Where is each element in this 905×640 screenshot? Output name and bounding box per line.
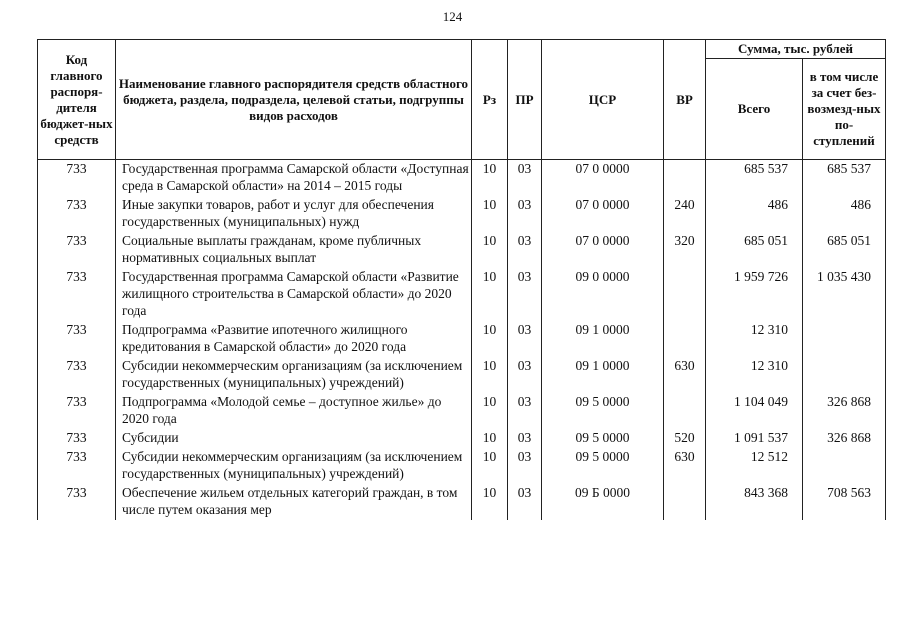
- header-rz: Рз: [472, 40, 508, 160]
- cell-code: 733: [38, 321, 116, 357]
- cell-name: Государственная программа Самарской области «Развитие жилищного строительства в Самарской области» до 2020 года: [116, 268, 472, 321]
- cell-free: 685 051: [803, 232, 886, 268]
- table-row: [38, 357, 886, 393]
- cell-name: Государственная программа Самарской области «Доступная среда в Самарской области» на 2014 – 2015 годы: [116, 160, 472, 197]
- table-row: [38, 196, 886, 232]
- cell-free: 1 035 430: [803, 268, 886, 321]
- table-row: [38, 160, 886, 197]
- cell-total: 486: [706, 196, 803, 232]
- cell-vr: [664, 160, 706, 197]
- table-row: [38, 484, 886, 520]
- cell-code: 733: [38, 429, 116, 448]
- budget-table: [37, 39, 886, 520]
- cell-total: 12 512: [706, 448, 803, 484]
- cell-total: 12 310: [706, 357, 803, 393]
- header-vr: ВР: [664, 40, 706, 160]
- cell-rz: 10: [472, 268, 508, 321]
- cell-pr: 03: [508, 232, 542, 268]
- cell-total: 1 091 537: [706, 429, 803, 448]
- cell-pr: 03: [508, 357, 542, 393]
- header-free: в том числе за счет без-возмезд-ных по-ступлений: [803, 59, 886, 160]
- cell-free: 708 563: [803, 484, 886, 520]
- cell-rz: 10: [472, 321, 508, 357]
- cell-csr: 07 0 0000: [542, 196, 664, 232]
- cell-pr: 03: [508, 196, 542, 232]
- header-csr: ЦСР: [542, 40, 664, 160]
- cell-total: 843 368: [706, 484, 803, 520]
- cell-total: 1 959 726: [706, 268, 803, 321]
- header-sum-group: Сумма, тыс. рублей: [706, 40, 886, 59]
- header-total: Всего: [706, 59, 803, 160]
- table-body: [38, 160, 886, 521]
- cell-free: 326 868: [803, 429, 886, 448]
- cell-name: Субсидии некоммерческим организациям (за исключением государственных (муниципальных) учреждений): [116, 448, 472, 484]
- cell-pr: 03: [508, 448, 542, 484]
- table-row: [38, 321, 886, 357]
- cell-pr: 03: [508, 393, 542, 429]
- cell-free: 326 868: [803, 393, 886, 429]
- cell-code: 733: [38, 393, 116, 429]
- cell-pr: 03: [508, 429, 542, 448]
- cell-name: Субсидии: [116, 429, 472, 448]
- cell-name: Субсидии некоммерческим организациям (за исключением государственных (муниципальных) учреждений): [116, 357, 472, 393]
- cell-rz: 10: [472, 448, 508, 484]
- cell-code: 733: [38, 160, 116, 197]
- cell-csr: 09 1 0000: [542, 357, 664, 393]
- table-row: [38, 448, 886, 484]
- cell-name: Обеспечение жильем отдельных категорий граждан, в том числе путем оказания мер: [116, 484, 472, 520]
- cell-csr: 09 5 0000: [542, 448, 664, 484]
- table-row: [38, 268, 886, 321]
- cell-rz: 10: [472, 429, 508, 448]
- cell-name: Социальные выплаты гражданам, кроме публичных нормативных социальных выплат: [116, 232, 472, 268]
- cell-csr: 09 5 0000: [542, 429, 664, 448]
- cell-total: 685 051: [706, 232, 803, 268]
- cell-pr: 03: [508, 321, 542, 357]
- cell-code: 733: [38, 232, 116, 268]
- cell-rz: 10: [472, 484, 508, 520]
- table-row: [38, 232, 886, 268]
- table-header: [38, 40, 886, 160]
- table-row: [38, 393, 886, 429]
- cell-free: [803, 448, 886, 484]
- table-row: [38, 429, 886, 448]
- cell-code: 733: [38, 448, 116, 484]
- header-pr: ПР: [508, 40, 542, 160]
- cell-csr: 07 0 0000: [542, 232, 664, 268]
- cell-free: [803, 321, 886, 357]
- header-name: Наименование главного распорядителя средств областного бюджета, раздела, подраздела, целевой статьи, подгруппы видов расходов: [116, 40, 472, 160]
- cell-free: 685 537: [803, 160, 886, 197]
- cell-code: 733: [38, 268, 116, 321]
- cell-total: 685 537: [706, 160, 803, 197]
- cell-vr: [664, 393, 706, 429]
- cell-rz: 10: [472, 357, 508, 393]
- cell-rz: 10: [472, 196, 508, 232]
- cell-csr: 07 0 0000: [542, 160, 664, 197]
- page-number: 124: [442, 9, 463, 24]
- cell-code: 733: [38, 484, 116, 520]
- cell-pr: 03: [508, 268, 542, 321]
- cell-code: 733: [38, 357, 116, 393]
- cell-code: 733: [38, 196, 116, 232]
- cell-pr: 03: [508, 160, 542, 197]
- cell-vr: [664, 484, 706, 520]
- cell-vr: 630: [664, 357, 706, 393]
- cell-csr: 09 Б 0000: [542, 484, 664, 520]
- cell-pr: 03: [508, 484, 542, 520]
- header-code: Код главного распоря-дителя бюджет-ных средств: [38, 40, 116, 160]
- cell-vr: [664, 268, 706, 321]
- cell-total: 12 310: [706, 321, 803, 357]
- cell-vr: 520: [664, 429, 706, 448]
- cell-vr: 630: [664, 448, 706, 484]
- cell-rz: 10: [472, 160, 508, 197]
- cell-free: [803, 357, 886, 393]
- cell-vr: 240: [664, 196, 706, 232]
- cell-name: Иные закупки товаров, работ и услуг для обеспечения государственных (муниципальных) нужд: [116, 196, 472, 232]
- cell-csr: 09 5 0000: [542, 393, 664, 429]
- cell-csr: 09 0 0000: [542, 268, 664, 321]
- cell-csr: 09 1 0000: [542, 321, 664, 357]
- cell-free: 486: [803, 196, 886, 232]
- cell-name: Подпрограмма «Молодой семье – доступное жилье» до 2020 года: [116, 393, 472, 429]
- cell-vr: 320: [664, 232, 706, 268]
- cell-name: Подпрограмма «Развитие ипотечного жилищного кредитования в Самарской области» до 2020 года: [116, 321, 472, 357]
- cell-rz: 10: [472, 393, 508, 429]
- cell-rz: 10: [472, 232, 508, 268]
- cell-vr: [664, 321, 706, 357]
- cell-total: 1 104 049: [706, 393, 803, 429]
